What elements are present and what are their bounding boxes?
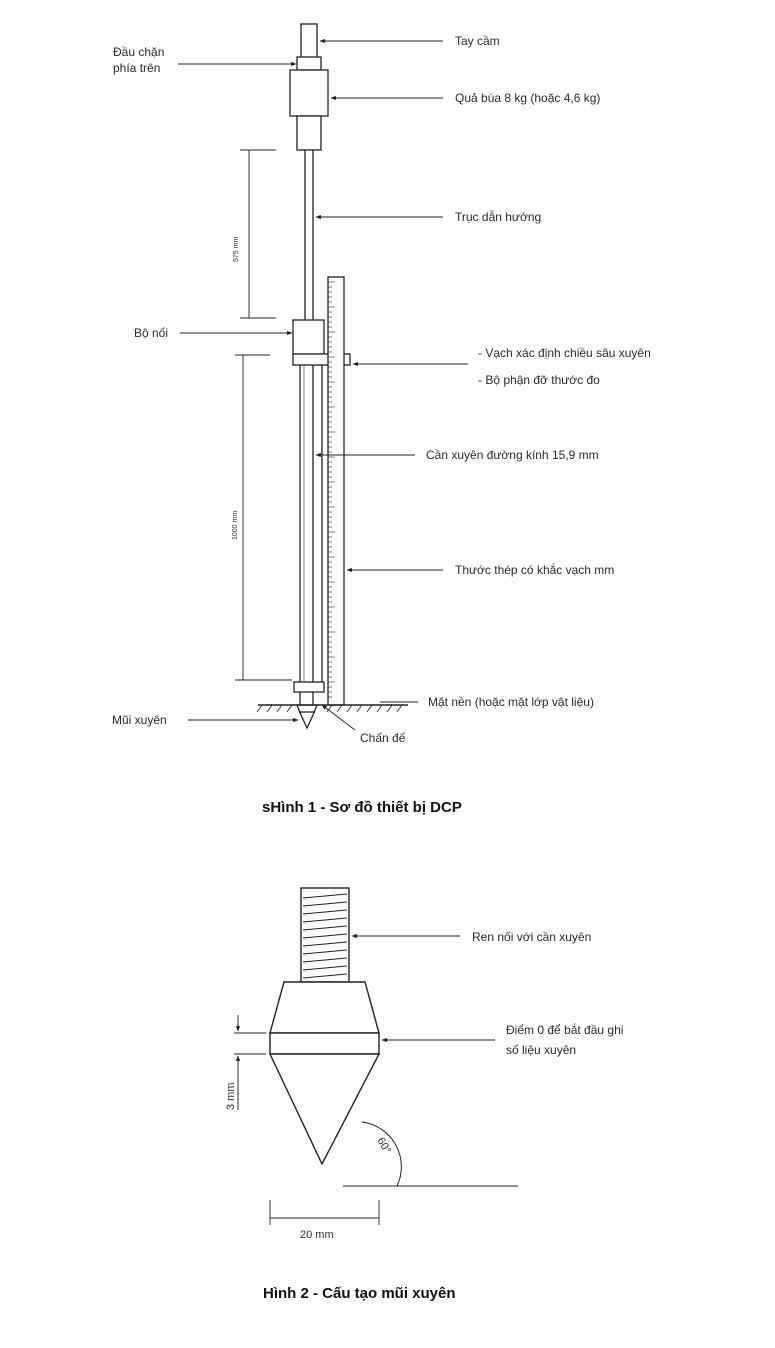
label-upper-stop-2: phía trên [113,61,161,75]
cone-tip [297,705,317,728]
hammer-lower [297,116,321,150]
cone-point [270,1054,379,1164]
label-hammer: Quả búa 8 kg (hoặc 4,6 kg) [455,91,601,105]
label-cone-tip: Mũi xuyên [112,713,167,727]
dim-lower-label: 1000 mm [232,510,239,540]
ground-hatch-mark [287,705,292,712]
figure-1-dcp-device [178,24,468,730]
ground-hatch-mark [397,705,402,712]
hammer [290,70,328,116]
upper-stop [297,57,321,70]
label-handle: Tay cầm [455,34,500,48]
label-steel-ruler: Thước thép có khắc vạch mm [455,563,615,577]
label-ruler-support: - Bộ phận đỡ thước đo [478,373,600,387]
ground-hatch-mark [257,705,262,712]
label-guide-shaft: Trục dẫn hướng [455,210,542,224]
dim-upper-label: 575 mm [233,236,240,262]
leader-base-plate [322,705,355,730]
dim-angle-label: 60° [374,1135,394,1156]
dim-20mm-label: 20 mm [300,1229,334,1241]
dim-3mm-label: 3 mm [225,1082,237,1110]
label-coupler: Bộ nối [134,326,169,340]
steel-ruler [328,277,344,705]
label-zero-point-1: Điểm 0 để bắt đầu ghi [506,1023,624,1037]
ground-hatch-mark [267,705,272,712]
label-thread: Ren nối với cần xuyên [472,930,592,944]
figure-1-labels [112,34,651,816]
ground-hatch-mark [387,705,392,712]
label-depth-marker: - Vạch xác định chiều sâu xuyên [478,346,651,360]
ground-hatch-mark [277,705,282,712]
figure-1-caption: sHình 1 - Sơ đồ thiết bị DCP [262,799,462,816]
label-rod: Cần xuyên đường kính 15,9 mm [426,448,599,462]
figure-2-caption: Hình 2 - Cấu tạo mũi xuyên [263,1285,456,1302]
ground-hatch-mark [367,705,372,712]
ground-hatch-mark [357,705,362,712]
ground-hatch-mark [347,705,352,712]
coupler [293,320,324,354]
ground-hatch-mark [377,705,382,712]
base-collar [294,682,324,692]
label-upper-stop-1: Đầu chặn [113,45,165,59]
label-ground-surface: Mặt nền (hoặc mặt lớp vật liệu) [428,695,594,709]
label-base-plate: Chấn đế [360,731,406,745]
cone-upper-frustum [270,982,379,1033]
zero-band [270,1033,379,1054]
ground-hatch-mark [337,705,342,712]
label-zero-point-2: số liệu xuyên [506,1043,577,1057]
